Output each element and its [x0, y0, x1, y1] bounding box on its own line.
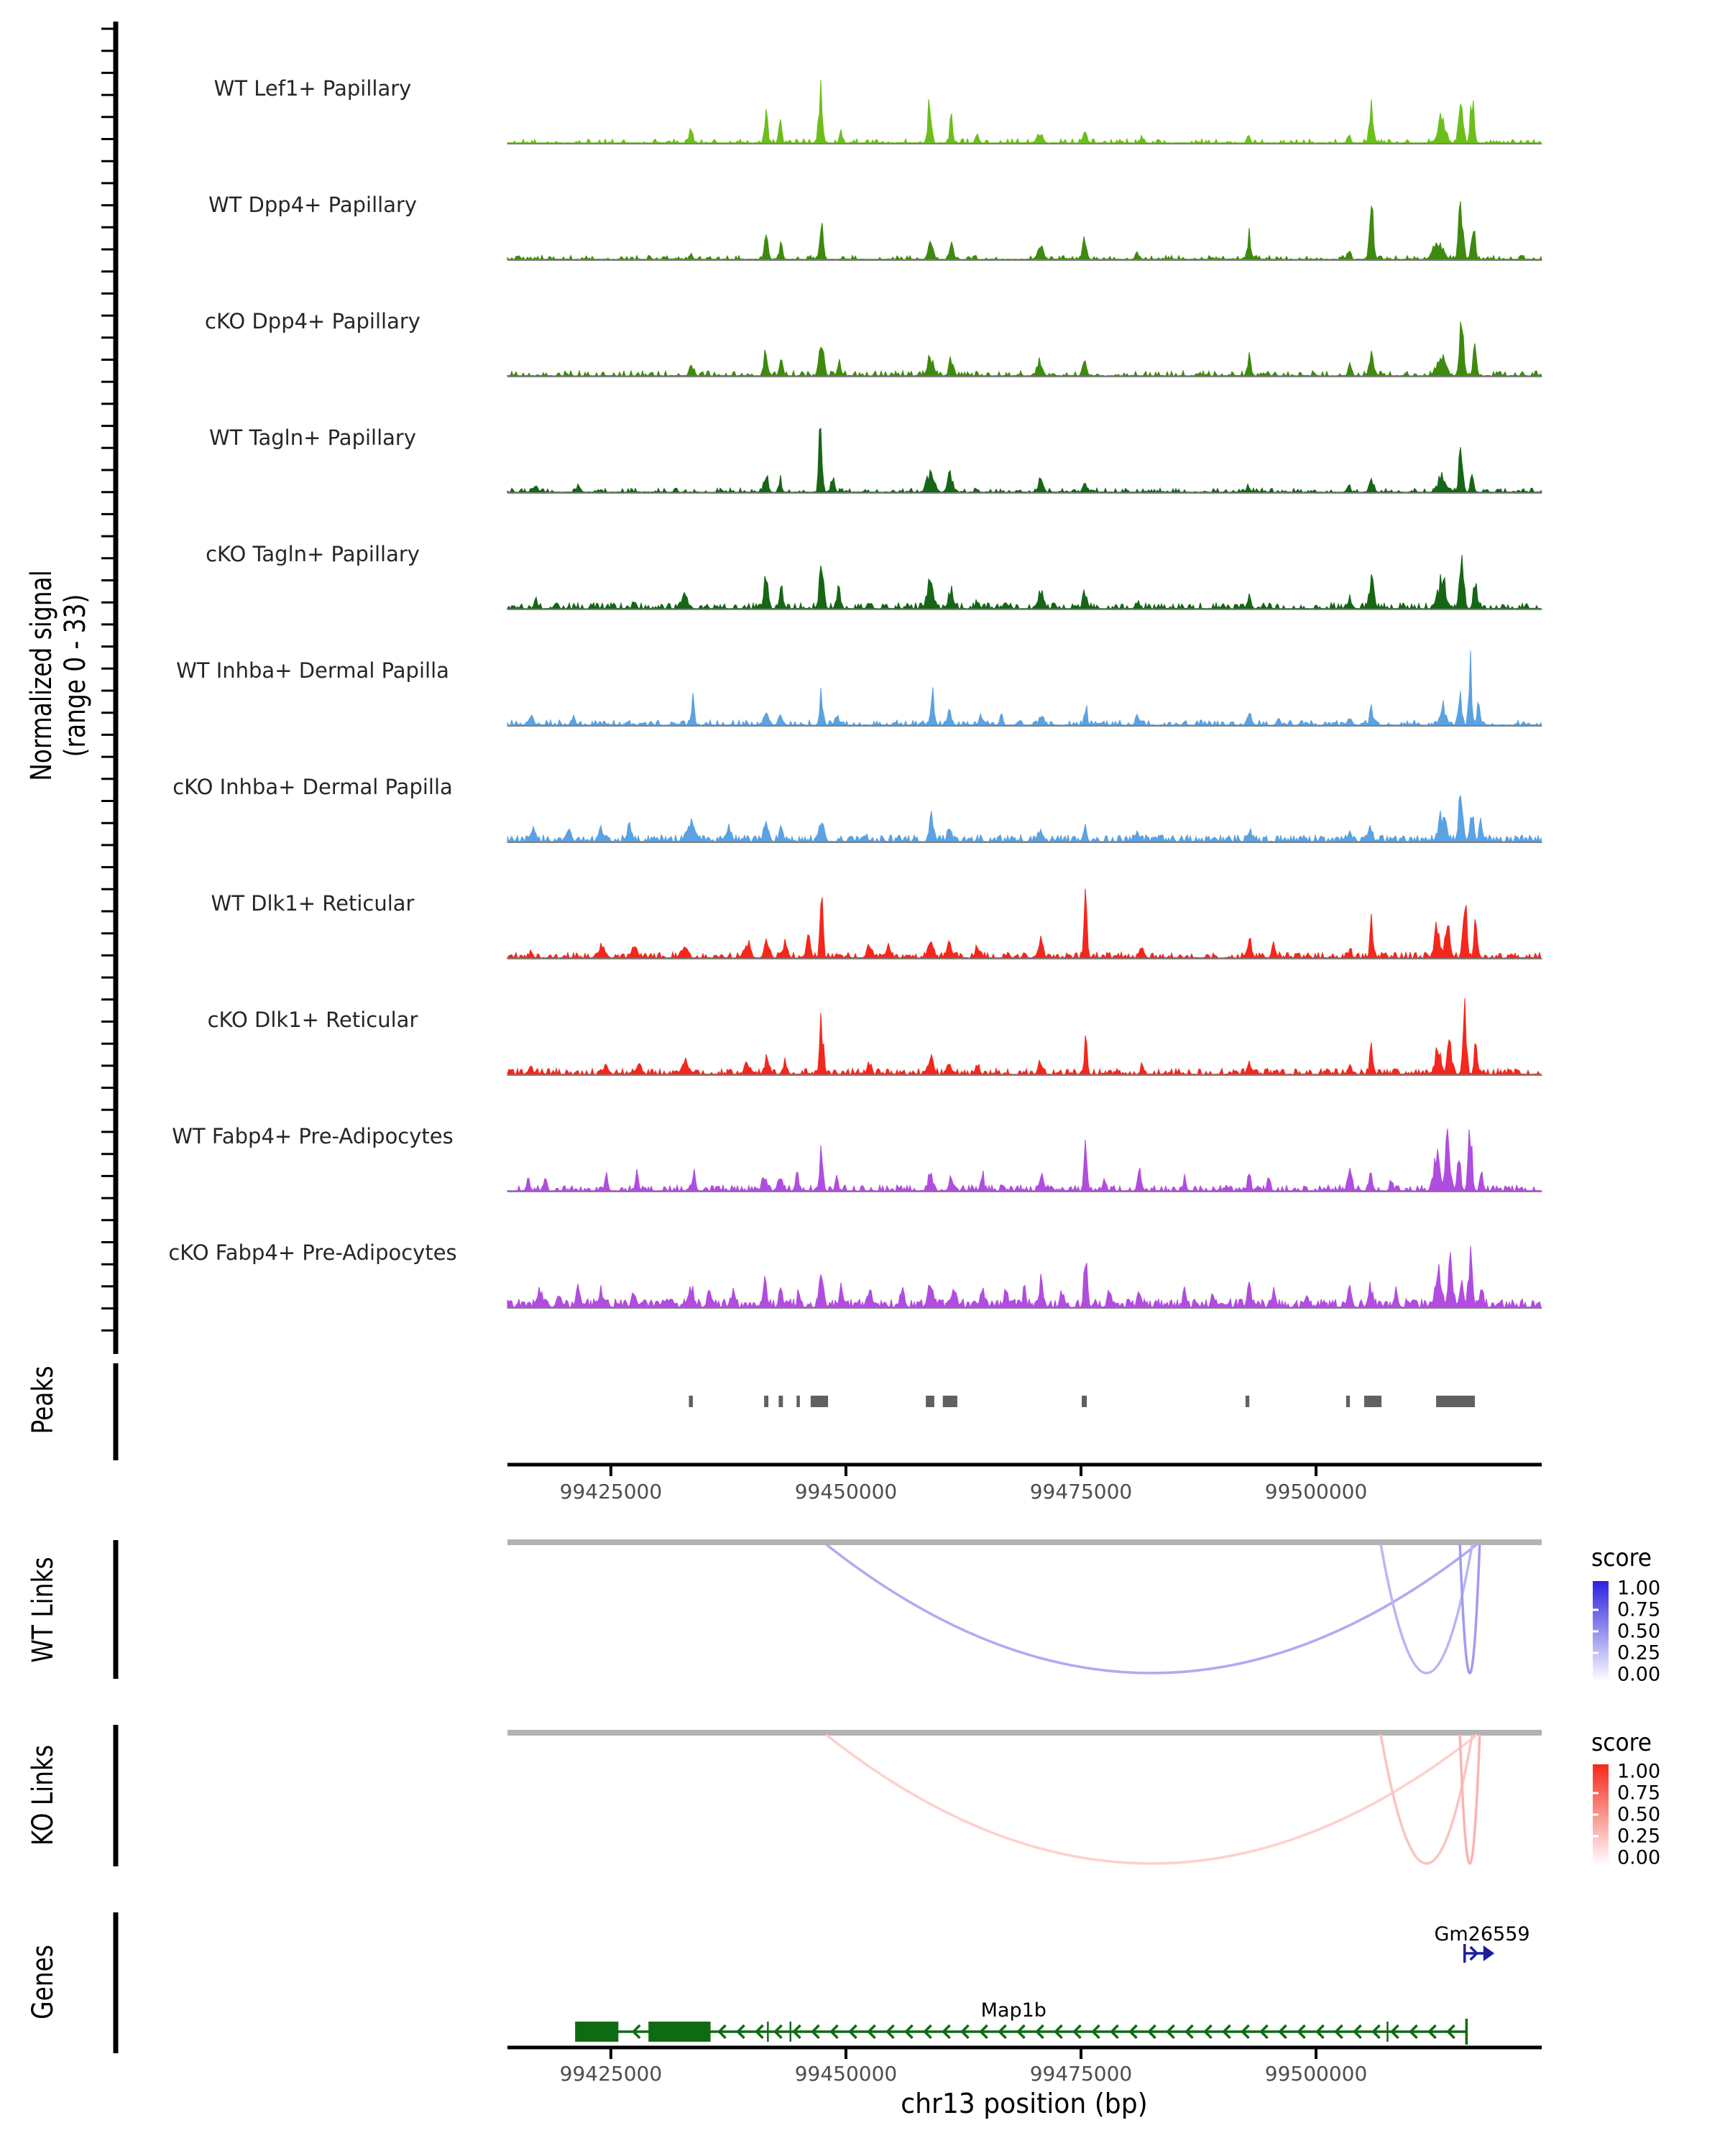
genes-section-label: Genes [27, 1945, 60, 2019]
signal-track-1 [507, 201, 1542, 260]
peak-interval [1082, 1396, 1087, 1407]
signal-track-7 [507, 889, 1542, 959]
ko-score-legend-title: score [1591, 1728, 1652, 1757]
link-arc [827, 1736, 1476, 1864]
signal-track-2 [507, 322, 1542, 377]
ko-links-section-label: KO Links [27, 1744, 60, 1846]
signal-track-0 [507, 80, 1542, 144]
signal-track-6 [507, 796, 1542, 842]
signal-track-8 [507, 998, 1542, 1075]
peak-interval [811, 1396, 828, 1407]
peak-interval [1346, 1396, 1350, 1407]
track-label: cKO Dlk1+ Reticular [207, 1008, 418, 1032]
score-legend-tick-label: 0.25 [1617, 1641, 1661, 1664]
gene-name-gm26559: Gm26559 [1434, 1923, 1530, 1945]
peak-interval [1436, 1396, 1475, 1407]
track-label: WT Inhba+ Dermal Papilla [176, 658, 449, 683]
track-label: WT Dlk1+ Reticular [211, 891, 415, 916]
track-label: WT Dpp4+ Papillary [208, 193, 418, 217]
genome-axis-tick-label: 99475000 [1029, 2062, 1133, 2086]
genome-axis-tick-label: 99450000 [794, 2062, 898, 2086]
signal-track-5 [507, 651, 1542, 727]
peak-interval [778, 1396, 783, 1407]
score-legend-tick-label: 0.50 [1617, 1803, 1661, 1826]
genome-axis-tick-label: 99450000 [794, 1480, 898, 1503]
track-label: cKO Dpp4+ Papillary [205, 309, 420, 333]
score-legend-tick-label: 0.25 [1617, 1825, 1661, 1848]
gene-arrow-head [1484, 1946, 1494, 1961]
score-legend-tick-label: 1.00 [1617, 1760, 1661, 1783]
signal-track-10 [507, 1245, 1542, 1308]
gene-name-map1b: Map1b [980, 1999, 1046, 2022]
track-label: WT Lef1+ Papillary [213, 76, 412, 101]
track-label: WT Fabp4+ Pre-Adipocytes [172, 1124, 454, 1148]
track-label: cKO Fabp4+ Pre-Adipocytes [168, 1240, 457, 1265]
score-legend-tick-label: 0.75 [1617, 1598, 1661, 1621]
link-arc [1381, 1736, 1472, 1864]
genome-axis-tick-label: 99500000 [1264, 2062, 1368, 2086]
track-label: WT Tagln+ Papillary [208, 425, 417, 450]
link-arc [827, 1545, 1476, 1673]
signal-track-3 [507, 428, 1542, 493]
peak-interval [943, 1396, 957, 1407]
track-label: cKO Tagln+ Papillary [206, 542, 420, 566]
wt-score-legend-title: score [1591, 1544, 1652, 1572]
y-axis-label [25, 570, 93, 780]
y-axis-label-line2: (range 0 - 33) [59, 594, 92, 757]
genome-axis-tick-label: 99475000 [1029, 1480, 1133, 1503]
genome-axis-tick-label: 99500000 [1264, 1480, 1368, 1503]
link-arc [1381, 1545, 1472, 1673]
gene-exon [648, 2022, 710, 2042]
track-label: cKO Inhba+ Dermal Papilla [172, 775, 453, 799]
peaks-section-label: Peaks [27, 1365, 60, 1434]
peak-interval [926, 1396, 934, 1407]
score-legend-tick-label: 0.00 [1617, 1846, 1661, 1869]
signal-track-9 [507, 1129, 1542, 1192]
gene-exon [575, 2022, 618, 2042]
wt-links-section-label: WT Links [27, 1557, 60, 1663]
score-legend-tick-label: 0.50 [1617, 1620, 1661, 1643]
peak-interval [1246, 1396, 1249, 1407]
signal-track-4 [507, 555, 1542, 609]
genome-axis-tick-label: 99425000 [559, 2062, 663, 2086]
peak-interval [689, 1396, 692, 1407]
peak-interval [1364, 1396, 1381, 1407]
score-legend-tick-label: 0.75 [1617, 1782, 1661, 1805]
y-axis-label-line1: Normalized signal [25, 570, 58, 781]
peak-interval [796, 1396, 800, 1407]
score-legend-tick-label: 0.00 [1617, 1663, 1661, 1686]
peak-interval [764, 1396, 768, 1407]
genome-axis-tick-label: 99425000 [559, 1480, 663, 1503]
x-axis-title: chr13 position (bp) [901, 2088, 1148, 2119]
score-legend-tick-label: 1.00 [1617, 1577, 1661, 1600]
links-baseline-bar [507, 1730, 1542, 1736]
links-baseline-bar [507, 1539, 1542, 1545]
